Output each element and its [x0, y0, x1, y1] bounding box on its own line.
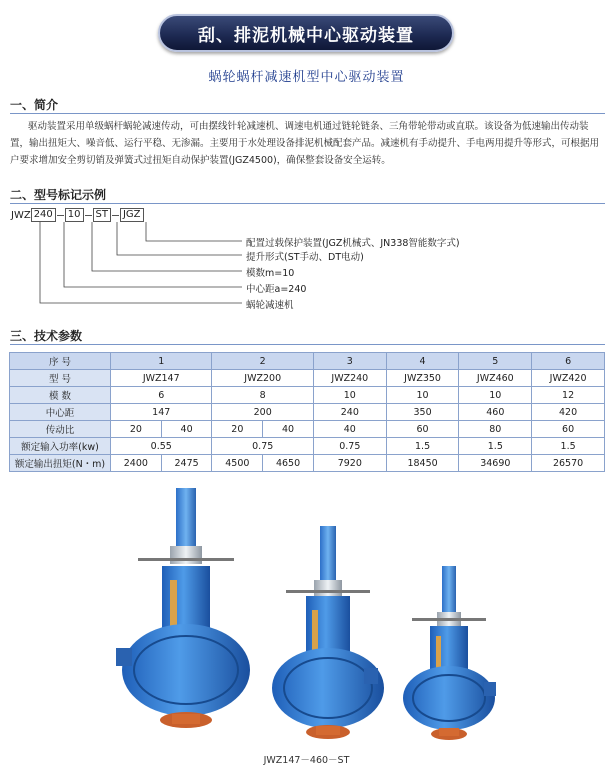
table-cell: 0.75 [212, 438, 313, 455]
table-cell: 80 [459, 421, 532, 438]
table-cell: 240 [313, 404, 386, 421]
model-code-part: 240 [31, 208, 56, 222]
table-cell: 40 [263, 421, 314, 438]
table-cell: 40 [161, 421, 212, 438]
table-row [10, 387, 605, 404]
row-label: 型 号 [10, 370, 111, 387]
table-cell: JWZ420 [532, 370, 605, 387]
table-cell: 34690 [459, 455, 532, 472]
table-cell: 1.5 [532, 438, 605, 455]
row-label: 序 号 [10, 353, 111, 370]
intro-text: 驱动装置采用单级蜗杆蜗轮减速传动，可由摆线针轮减速机、调速电机通过链轮链条、三角带轮带动或直联。该设备为低速输出传动装置，输出扭矩大、噪音低、运行平稳、无渗漏。主要用于水处理设备排泥机械配套产品。减速机有手动提升、手电两用提升等形式，可根据用户要求增加安全剪切销及弹簧式过扭矩自动保护装置(JGZ4500)，确保整套设备安全运转。 [10, 121, 600, 166]
legend-item: 模数m=10 [246, 268, 295, 279]
table-cell: 12 [532, 387, 605, 404]
table-cell: 6 [532, 353, 605, 370]
table-cell: 200 [212, 404, 313, 421]
table-cell: 350 [386, 404, 459, 421]
table-cell: JWZ200 [212, 370, 313, 387]
table-cell: 1 [111, 353, 212, 370]
photo-caption: JWZ147－460－ST [263, 755, 350, 766]
table-cell: 5 [459, 353, 532, 370]
table-cell: 420 [532, 404, 605, 421]
model-code-part: JGZ [120, 208, 144, 222]
table-cell: 2400 [111, 455, 162, 472]
row-label: 传动比 [10, 421, 111, 438]
drive-unit-small [403, 566, 496, 740]
table-cell: 20 [212, 421, 263, 438]
section-heading-specs: 三、技术参数 [10, 329, 83, 343]
legend-item: 配置过载保护装置(JGZ机械式、JN338智能数字式) [246, 238, 460, 249]
legend-item: 中心距a=240 [246, 284, 307, 295]
table-cell: 4650 [263, 455, 314, 472]
table-cell: 0.55 [111, 438, 212, 455]
table-row [10, 353, 605, 370]
model-code-part: ST [93, 208, 111, 222]
section-divider [10, 344, 605, 345]
table-cell: 26570 [532, 455, 605, 472]
drive-unit-medium [272, 526, 384, 739]
table-cell: JWZ460 [459, 370, 532, 387]
product-photo [0, 488, 613, 750]
legend-item: 提升形式(ST手动、DT电动) [246, 252, 364, 263]
row-label: 中心距 [10, 404, 111, 421]
table-row [10, 421, 605, 438]
table-cell: 460 [459, 404, 532, 421]
table-cell: 10 [459, 387, 532, 404]
legend-item: 蜗轮减速机 [246, 300, 294, 311]
table-cell: 147 [111, 404, 212, 421]
drive-unit-large [116, 488, 250, 728]
table-cell: 4 [386, 353, 459, 370]
page-subtitle: 蜗轮蜗杆减速机型中心驱动装置 [208, 70, 405, 85]
model-code-leader-lines [0, 0, 613, 330]
section-heading-intro: 一、简介 [10, 98, 59, 112]
model-code-part: 10 [65, 208, 84, 222]
table-cell: 1.5 [459, 438, 532, 455]
table-cell: 8 [212, 387, 313, 404]
table-cell: JWZ240 [313, 370, 386, 387]
table-row [10, 370, 605, 387]
table-cell: 20 [111, 421, 162, 438]
table-row [10, 455, 605, 472]
table-cell: 60 [532, 421, 605, 438]
page-banner: 刮、排泥机械中心驱动装置 [158, 14, 454, 52]
table-cell: 2 [212, 353, 313, 370]
table-cell: JWZ350 [386, 370, 459, 387]
table-cell: 10 [313, 387, 386, 404]
table-cell: 4500 [212, 455, 263, 472]
section-heading-model: 二、型号标记示例 [10, 188, 107, 202]
table-cell: JWZ147 [111, 370, 212, 387]
table-cell: 1.5 [386, 438, 459, 455]
model-code-prefix: JWZ [11, 209, 31, 221]
row-label: 额定输入功率(kw) [10, 438, 111, 455]
table-cell: 7920 [313, 455, 386, 472]
table-cell: 18450 [386, 455, 459, 472]
table-cell: 2475 [161, 455, 212, 472]
row-label: 额定输出扭矩(N・m) [10, 455, 111, 472]
table-cell: 60 [386, 421, 459, 438]
table-cell: 40 [313, 421, 386, 438]
spec-table [9, 352, 605, 472]
table-row [10, 404, 605, 421]
table-row [10, 438, 605, 455]
row-label: 模 数 [10, 387, 111, 404]
table-cell: 6 [111, 387, 212, 404]
table-cell: 3 [313, 353, 386, 370]
table-cell: 10 [386, 387, 459, 404]
table-cell: 0.75 [313, 438, 386, 455]
